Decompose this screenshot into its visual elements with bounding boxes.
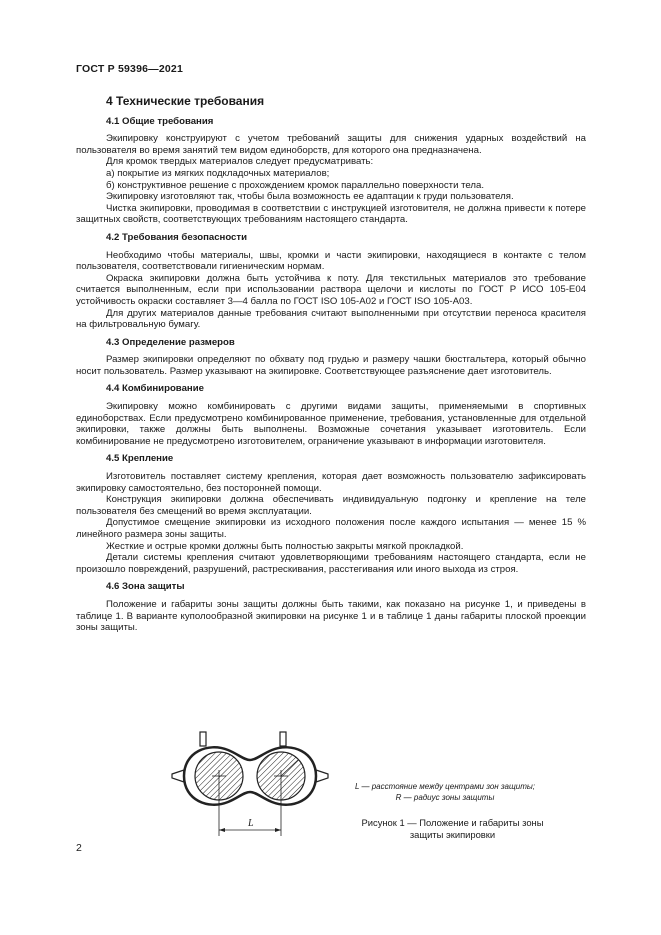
protection-zone-figure bbox=[170, 730, 330, 840]
paragraph: Чистка экипировки, проводимая в соответствии с инструкцией изготовителя, не должна привести к потере защитных свойств, соответствующих требованиям настоящего стандарта. bbox=[76, 202, 586, 226]
dimension-label: L bbox=[248, 818, 254, 829]
caption-line: защиты экипировки bbox=[409, 829, 496, 840]
paragraph: Конструкция экипировки должна обеспечивать индивидуальную подгонку и крепление на теле пользователя без смещений во время эксплуатации. bbox=[76, 494, 586, 517]
subsection-fastening bbox=[76, 453, 586, 575]
paragraph: Для других материалов данные требования считают выполненными при отсутствии переноса красителя на фильтровальную бумагу. bbox=[76, 307, 586, 331]
paragraph: Окраска экипировки должна быть устойчива к поту. Для текстильных материалов это требование считается выполненным, если при использовании раствора щелочи и кислоты по ГОСТ Р ИСО 105-Е04 устойчивость окраски составляет 3—4 балла по ГОСТ ISO 105-A02 и ГОСТ ISO 105-A03. bbox=[76, 272, 586, 307]
paragraph: Необходимо чтобы материалы, швы, кромки и части экипировки, находящиеся в контакте с телом пользователя, соответствовали гигиеническим нормам. bbox=[76, 249, 586, 273]
list-item: б) конструктивное решение с прохождением кромок параллельно поверхности тела. bbox=[106, 179, 485, 191]
paragraph: Экипировку изготовляют так, чтобы была возможность ее адаптации к груди пользователя. bbox=[106, 191, 514, 203]
paragraph: Экипировку конструируют с учетом требований защиты для снижения ударных воздействий на пользователя во время занятий тем видом единоборств, для которого она предназначена. bbox=[76, 133, 586, 156]
subsection-sizing bbox=[76, 337, 586, 378]
document-header: ГОСТ Р 59396—2021 bbox=[76, 63, 184, 75]
paragraph: Положение и габариты зоны защиты должны быть такими, как показано на рисунке 1, и приведены в таблице 1. В варианте куполообразной экипировки на рисунке 1 и в таблице 1 даны габариты плоской проекции зоны защиты. bbox=[76, 598, 586, 634]
figure-legend bbox=[340, 781, 550, 803]
legend-line: R — радиус зоны защиты bbox=[395, 793, 495, 802]
section-title: 4 Технические требования bbox=[106, 94, 265, 108]
subsection-title: 4.2 Требования безопасности bbox=[106, 231, 247, 243]
paragraph: Детали системы крепления считают удовлетворяющими требованиям настоящего стандарта, если не произошло повреждений, разрушений, растрескивания, расстегивания или иного выхода из строя. bbox=[76, 552, 586, 575]
subsection-title: 4.3 Определение размеров bbox=[106, 336, 235, 348]
subsection-title: 4.1 Общие требования bbox=[106, 115, 214, 127]
subsection-title: 4.6 Зона защиты bbox=[106, 581, 185, 593]
list-item: а) покрытие из мягких подкладочных материалов; bbox=[106, 167, 330, 179]
paragraph: Допустимое смещение экипировки из исходного положения после каждого испытания — менее 15 % линейного размера зоны защиты. bbox=[76, 517, 586, 540]
paragraph: Для кромок твердых материалов следует предусматривать: bbox=[106, 156, 374, 168]
paragraph: Размер экипировки определяют по обхвату под грудью и размеру чашки бюстгальтера, который обычно носит пользователь. Размер указывают на экипировке. Соответствующее разъяснение дает изготовитель. bbox=[76, 354, 586, 377]
subsection-safety bbox=[76, 232, 586, 331]
page-number: 2 bbox=[76, 842, 82, 854]
legend-line: L — расстояние между центрами зон защиты; bbox=[354, 782, 536, 791]
subsection-protection-zone bbox=[76, 581, 586, 633]
subsection-title: 4.4 Комбинирование bbox=[106, 383, 204, 395]
paragraph: Изготовитель поставляет систему крепления, которая дает возможность пользователю зафиксировать экипировку самостоятельно, без посторонней помощи. bbox=[76, 471, 586, 494]
subsection-combining bbox=[76, 383, 586, 447]
paragraph: Экипировку можно комбинировать с другими видами защиты, применяемыми в спортивных единоборствах. Если предусмотрено комбинированное применение, требования, установленные для отдельной экипировки, также должны быть выполнены. Возможные сочетания указывает изготовитель. Если комбинирование не предусмотрено изготовителем, ограничение указывают в информации изготовителя. bbox=[76, 401, 586, 447]
page-content bbox=[76, 96, 586, 634]
figure-caption bbox=[345, 817, 560, 841]
paragraph: Жесткие и острые кромки должны быть полностью закрыты мягкой прокладкой. bbox=[106, 540, 464, 552]
subsection-title: 4.5 Крепление bbox=[106, 453, 174, 465]
subsection-general bbox=[76, 116, 586, 226]
caption-line: Рисунок 1 — Положение и габариты зоны bbox=[361, 817, 544, 828]
